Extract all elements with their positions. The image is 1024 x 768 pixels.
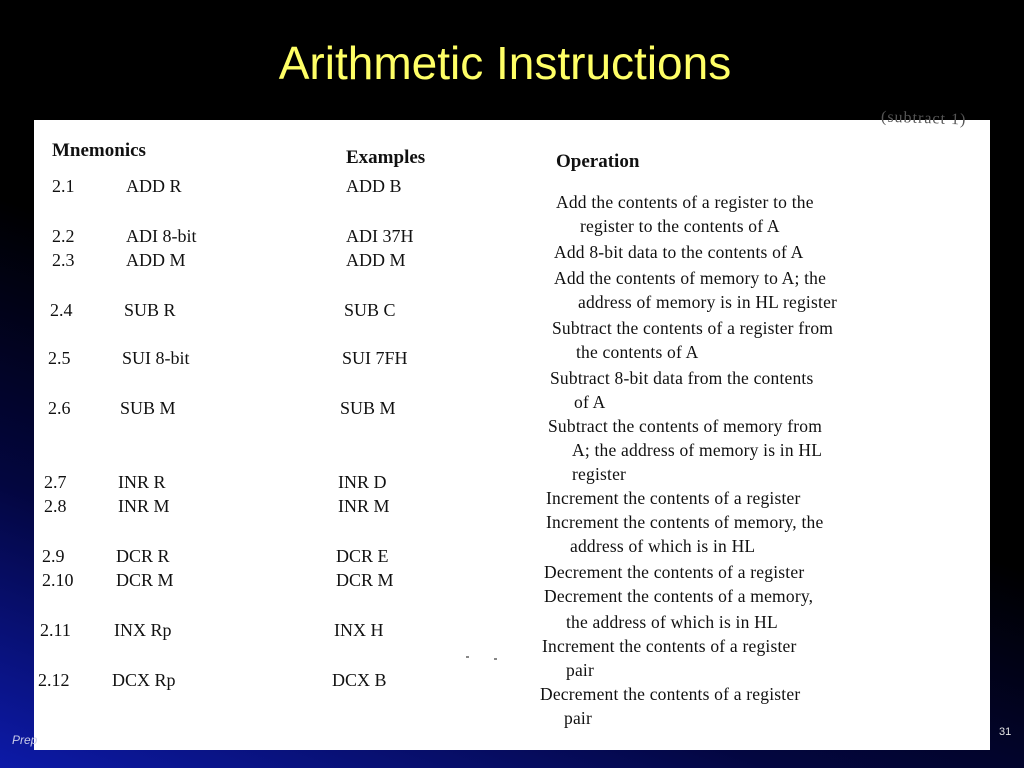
table-row: [34, 570, 990, 594]
operation-line: pair: [564, 708, 593, 728]
row-example: INR M: [338, 496, 390, 516]
operation-line: Subtract 8-bit data from the contents: [550, 368, 814, 388]
operation-line: address of memory is in HL register: [578, 292, 838, 312]
operation-line: Add the contents of memory to A; the: [554, 268, 827, 288]
operation-line: Subtract the contents of a register from: [552, 318, 834, 338]
row-number: 2.7: [44, 472, 67, 492]
operation-line: pair: [566, 660, 595, 680]
table-row: [34, 670, 990, 694]
row-number: 2.5: [48, 348, 71, 368]
row-number: 2.4: [50, 300, 73, 320]
row-mnemonic: DCR R: [116, 546, 170, 566]
operation-line: address of which is in HL: [570, 536, 756, 556]
operation-line: Decrement the contents of a register: [544, 562, 805, 582]
operation-line: A; the address of memory is in HL: [572, 440, 823, 460]
table-row: [34, 546, 990, 570]
row-number: 2.11: [40, 620, 71, 640]
table-row: [34, 472, 990, 496]
row-number: 2.3: [52, 250, 75, 270]
row-example: SUI 7FH: [342, 348, 408, 368]
row-mnemonic: ADD R: [126, 176, 182, 196]
operation-line: Subtract the contents of memory from: [548, 416, 823, 436]
table-row: [34, 300, 990, 324]
table-row: [34, 496, 990, 520]
row-number: 2.2: [52, 226, 75, 246]
operation-line: the address of which is in HL: [566, 612, 778, 632]
operation-line: Decrement the contents of a register: [540, 684, 801, 704]
header-examples: Examples: [346, 147, 426, 168]
footer-fragment: Prep: [12, 733, 38, 747]
row-example: ADD B: [346, 176, 402, 196]
row-number: 2.1: [52, 176, 75, 196]
operation-line: Increment the contents of a register: [542, 636, 797, 656]
row-example: INR D: [338, 472, 387, 492]
row-example: ADD M: [346, 250, 406, 270]
header-operation: Operation: [556, 151, 640, 172]
row-number: 2.12: [38, 670, 70, 690]
operation-line: register: [572, 464, 627, 484]
table-row: [34, 348, 990, 372]
operation-line: Add 8-bit data to the contents of A: [554, 242, 804, 262]
row-mnemonic: SUB R: [124, 300, 176, 320]
slide-title: Arithmetic Instructions: [278, 37, 732, 89]
header-mnemonics: Mnemonics: [52, 140, 146, 161]
operation-line: of A: [574, 392, 606, 412]
scanned-instruction-table: [34, 108, 990, 750]
row-example: SUB C: [344, 300, 396, 320]
row-example: DCR M: [336, 570, 394, 590]
operation-line: Increment the contents of a register: [546, 488, 801, 508]
table-row: [34, 620, 990, 644]
row-example: DCX B: [332, 670, 387, 690]
row-mnemonic: INR M: [118, 496, 170, 516]
row-mnemonic: INX Rp: [114, 620, 172, 640]
row-example: SUB M: [340, 398, 396, 418]
row-mnemonic: SUB M: [120, 398, 176, 418]
row-example: INX H: [334, 620, 384, 640]
table-row: [34, 250, 990, 274]
row-number: 2.9: [42, 546, 65, 566]
table-row: [34, 176, 990, 200]
row-mnemonic: ADI 8-bit: [126, 226, 197, 246]
scan-speck: [466, 656, 469, 658]
operation-line: the contents of A: [576, 342, 699, 362]
row-mnemonic: DCR M: [116, 570, 174, 590]
operation-line: Decrement the contents of a memory,: [544, 586, 814, 606]
row-mnemonic: INR R: [118, 472, 166, 492]
scan-top-fragment: (subtract 1): [880, 108, 967, 129]
table-row: [34, 226, 990, 250]
operation-line: Increment the contents of memory, the: [546, 512, 824, 532]
page-number: 31: [999, 726, 1012, 738]
row-mnemonic: ADD M: [126, 250, 186, 270]
row-example: DCR E: [336, 546, 389, 566]
row-mnemonic: DCX Rp: [112, 670, 176, 690]
row-number: 2.8: [44, 496, 67, 516]
operation-line: Add the contents of a register to the: [556, 192, 814, 212]
row-number: 2.10: [42, 570, 74, 590]
row-mnemonic: SUI 8-bit: [122, 348, 190, 368]
scan-speck: [494, 658, 497, 660]
row-example: ADI 37H: [346, 226, 414, 246]
table-row: [34, 398, 990, 422]
operation-line: register to the contents of A: [580, 216, 780, 236]
row-number: 2.6: [48, 398, 71, 418]
